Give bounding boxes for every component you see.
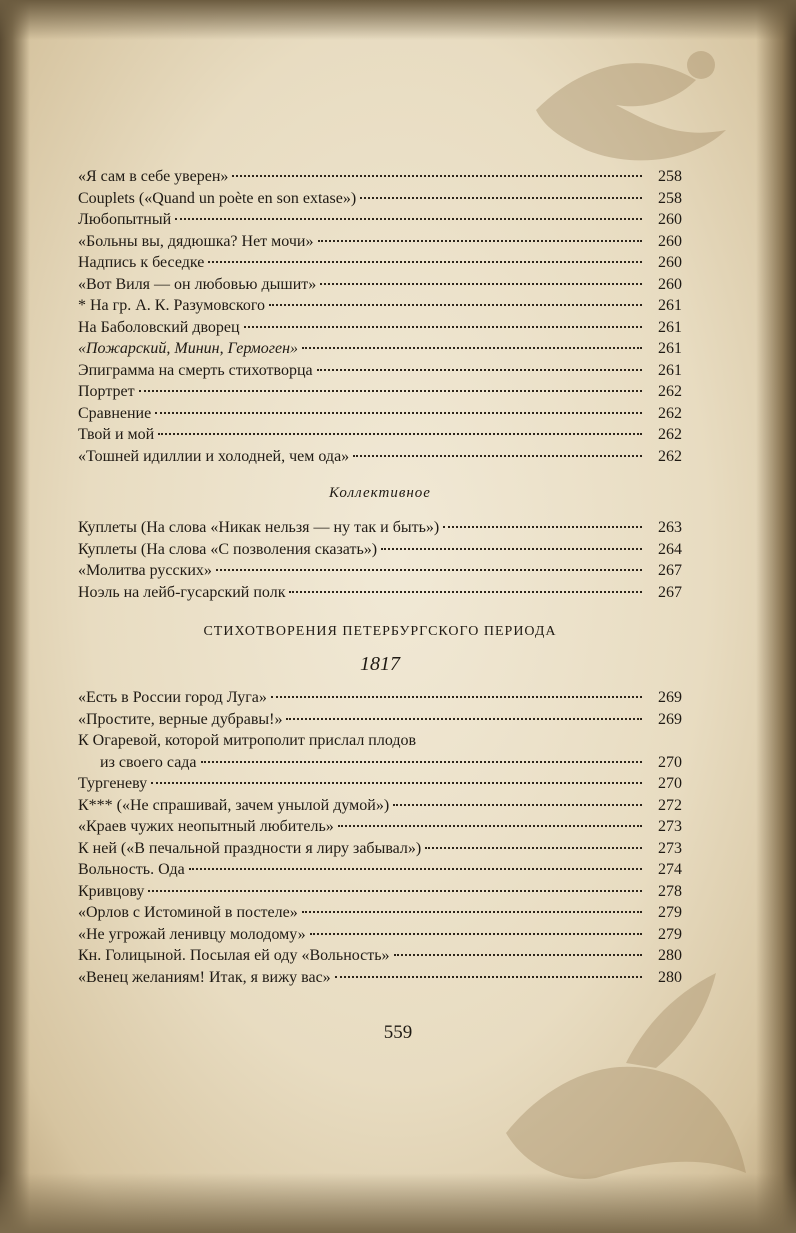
dot-leader — [318, 240, 643, 242]
toc-entry[interactable] — [78, 424, 682, 446]
entry-title: Любопытный — [78, 211, 172, 228]
entry-page: 279 — [658, 925, 682, 943]
entry-title: К ней («В печальной праздности я лиру забывал») — [78, 839, 422, 857]
entry-title: Сравнение — [78, 404, 152, 422]
entry-title: К*** («Не спрашивай, зачем унылой думой») — [78, 796, 390, 814]
toc-entry[interactable] — [78, 838, 682, 860]
entry-title: «Венец желаниям! Итак, я вижу вас» — [78, 968, 331, 986]
entry-title: Эпиграмма на смерть стихотворца — [78, 361, 313, 379]
dot-leader — [269, 304, 642, 306]
entry-page: 267 — [658, 583, 682, 601]
toc-entry[interactable] — [78, 252, 682, 274]
dot-leader — [425, 847, 642, 849]
entry-title: «Простите, верные дубравы!» — [78, 710, 283, 728]
section-heading: Коллективное — [329, 485, 431, 501]
entry-page: 280 — [658, 947, 682, 964]
entry-title: Ноэль на лейб-гусарский полк — [78, 583, 286, 601]
entry-page: 270 — [658, 753, 682, 771]
entry-page: 261 — [658, 361, 682, 379]
dot-leader — [360, 197, 642, 199]
toc-entry-line2[interactable] — [78, 752, 682, 774]
entry-page: 258 — [658, 189, 682, 207]
dot-leader — [139, 390, 642, 392]
dot-leader — [393, 804, 642, 806]
toc-entry[interactable] — [78, 859, 682, 881]
entry-page: 261 — [658, 318, 682, 336]
entry-page: 273 — [658, 839, 682, 857]
toc-entry[interactable] — [78, 295, 682, 317]
toc-entry[interactable] — [78, 338, 682, 360]
entry-title: «Я сам в себе уверен» — [78, 168, 229, 185]
toc-group-2 — [78, 517, 682, 603]
dot-leader — [244, 326, 642, 328]
period-heading: СТИХОТВОРЕНИЯ ПЕТЕРБУРГСКОГО ПЕРИОДА — [203, 624, 557, 639]
toc-entry[interactable] — [78, 582, 682, 604]
entry-title: «Пожарский, Минин, Гермоген» — [78, 340, 299, 357]
year-heading: 1817 — [360, 653, 400, 675]
entry-page: 262 — [658, 404, 682, 422]
toc-entry[interactable] — [78, 539, 682, 561]
toc-entry[interactable] — [78, 795, 682, 817]
entry-page: 274 — [658, 861, 682, 878]
dot-leader — [151, 782, 642, 784]
dot-leader — [189, 868, 642, 870]
toc-entry[interactable] — [78, 209, 682, 231]
entry-title: «Не угрожай ленивцу молодому» — [78, 925, 306, 943]
entry-page: 262 — [658, 383, 682, 400]
toc-entry[interactable] — [78, 816, 682, 838]
toc-entry[interactable] — [78, 517, 682, 539]
table-of-contents — [78, 166, 682, 988]
toc-entry[interactable] — [78, 381, 682, 403]
entry-page: 262 — [658, 447, 682, 465]
entry-title: Куплеты (На слова «Никак нельзя — ну так и быть») — [78, 519, 440, 536]
ornament-angel-icon — [526, 20, 756, 190]
toc-entry[interactable] — [78, 902, 682, 924]
entry-page: 267 — [658, 562, 682, 579]
toc-entry[interactable] — [78, 231, 682, 253]
entry-title: «Молитва русских» — [78, 562, 212, 579]
toc-entry[interactable] — [78, 360, 682, 382]
toc-entry[interactable] — [78, 924, 682, 946]
entry-title-continued: из своего сада — [100, 753, 197, 771]
toc-entry[interactable] — [78, 945, 682, 967]
entry-page: 260 — [658, 254, 682, 271]
entry-title: «Вот Виля — он любовью дышит» — [78, 275, 317, 293]
entry-page: 269 — [658, 710, 682, 728]
dot-leader — [286, 718, 642, 720]
dot-leader — [271, 696, 642, 698]
dot-leader — [302, 347, 642, 349]
entry-page: 279 — [658, 904, 682, 921]
dot-leader — [443, 526, 642, 528]
dot-leader — [310, 933, 642, 935]
entry-title: «Краев чужих неопытный любитель» — [78, 818, 334, 835]
entry-page: 262 — [658, 426, 682, 443]
entry-title: «Больны вы, дядюшка? Нет мочи» — [78, 232, 314, 250]
toc-group-1 — [78, 166, 682, 467]
entry-title: Вольность. Ода — [78, 861, 185, 878]
entry-page: 260 — [658, 232, 682, 250]
toc-entry[interactable] — [78, 881, 682, 903]
toc-entry[interactable] — [78, 773, 682, 795]
entry-page: 280 — [658, 968, 682, 986]
entry-title: Кривцову — [78, 882, 145, 900]
toc-entry[interactable] — [78, 274, 682, 296]
entry-title: Тургеневу — [78, 775, 148, 792]
dot-leader — [155, 412, 642, 414]
dot-leader — [394, 954, 642, 956]
entry-page: 261 — [658, 340, 682, 357]
entry-title: Портрет — [78, 383, 135, 400]
dot-leader — [201, 761, 642, 763]
dot-leader — [216, 569, 642, 571]
dot-leader — [289, 591, 642, 593]
page-number: 559 — [383, 1022, 413, 1043]
dot-leader — [320, 283, 642, 285]
entry-title: К Огаревой, которой митрополит прислал плодов — [78, 732, 417, 749]
toc-entry-line1[interactable] — [78, 730, 682, 752]
entry-title: «Тошней идиллии и холодней, чем ода» — [78, 447, 350, 465]
entry-page: 269 — [658, 689, 682, 706]
entry-page: 264 — [658, 540, 682, 558]
entry-page: 260 — [658, 211, 682, 228]
toc-entry[interactable] — [78, 709, 682, 731]
dot-leader — [175, 218, 642, 220]
dot-leader — [148, 890, 642, 892]
toc-entry[interactable] — [78, 687, 682, 709]
entry-title: Твой и мой — [78, 426, 155, 443]
toc-entry[interactable] — [78, 188, 682, 210]
entry-title: На Баболовский дворец — [78, 318, 240, 336]
toc-entry[interactable] — [78, 967, 682, 989]
entry-page: 272 — [658, 796, 682, 814]
dot-leader — [335, 976, 642, 978]
entry-title: Надпись к беседке — [78, 254, 205, 271]
toc-entry[interactable] — [78, 403, 682, 425]
entry-title: Куплеты (На слова «С позволения сказать») — [78, 540, 378, 558]
dot-leader — [302, 911, 642, 913]
entry-title: «Есть в России город Луга» — [78, 689, 267, 706]
dot-leader — [353, 455, 642, 457]
entry-page: 273 — [658, 818, 682, 835]
toc-entry[interactable] — [78, 166, 682, 188]
entry-page: 261 — [658, 297, 682, 314]
dot-leader — [208, 261, 642, 263]
toc-group-3 — [78, 687, 682, 988]
entry-title: «Орлов с Истоминой в постеле» — [78, 904, 298, 921]
dot-leader — [158, 433, 642, 435]
entry-title: Кн. Голицыной. Посылая ей оду «Вольность» — [78, 947, 390, 964]
entry-page: 258 — [658, 168, 682, 185]
dot-leader — [232, 175, 642, 177]
toc-entry[interactable] — [78, 317, 682, 339]
entry-page: 278 — [658, 882, 682, 900]
page-edge-left — [0, 0, 30, 1233]
entry-title: Couplets («Quand un poète en son extase») — [78, 189, 357, 207]
dot-leader — [338, 825, 642, 827]
entry-page: 270 — [658, 775, 682, 792]
toc-entry[interactable] — [78, 446, 682, 468]
entry-page: 260 — [658, 275, 682, 293]
entry-title: * На гр. А. К. Разумовского — [78, 297, 266, 314]
dot-leader — [317, 369, 642, 371]
dot-leader — [381, 548, 642, 550]
entry-page: 263 — [658, 519, 682, 536]
toc-entry[interactable] — [78, 560, 682, 582]
